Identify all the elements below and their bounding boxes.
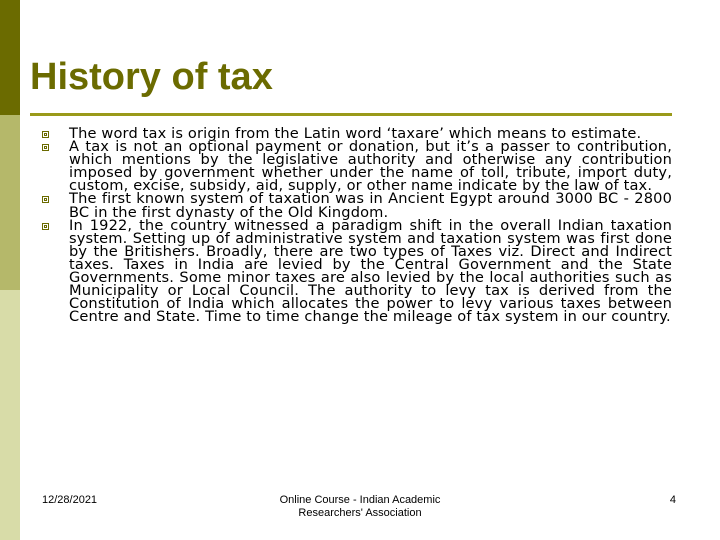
bullet-item: [42, 190, 672, 221]
sidebar-band-mid: [0, 115, 20, 290]
footer-course-name: [240, 494, 480, 520]
square-bullet-icon: [42, 131, 49, 138]
bullet-list: [42, 125, 672, 326]
sidebar-band-light: [0, 290, 20, 540]
slide-title: History of tax: [30, 56, 273, 98]
page-number: 4: [669, 494, 676, 506]
sidebar-decoration: [0, 0, 20, 540]
title-underline: [30, 113, 672, 116]
footer-course-line1: Online Course - Indian Academic: [279, 494, 441, 506]
sidebar-band-dark: [0, 0, 20, 115]
footer-date: 12/28/2021: [42, 494, 98, 506]
bullet-item: [42, 138, 672, 195]
bullet-text: In 1922, the country witnessed a paradigm shift in the overall Indian taxation system. Setting up of administrative system and taxation system was first done by the Britishers. Broadly, there are two types of Taxes viz. Direct and Indirect taxes. Taxes in India are levied by the Central Government and the State Governments. Some minor taxes are also levied by the local authorities such as Municipality or Local Council. The authority to levy tax is derived from the Constitution of India which allocates the power to levy various taxes between Centre and State. Time to time change the mileage of tax system in our country.: [69, 216, 672, 326]
bullet-text: The first known system of taxation was in Ancient Egypt around 3000 BC - 2800 BC in the first dynasty of the Old Kingdom.: [69, 190, 672, 221]
footer-course-line2: Researchers' Association: [298, 507, 422, 519]
square-bullet-icon: [42, 144, 49, 151]
square-bullet-icon: [42, 223, 49, 230]
square-bullet-icon: [42, 196, 49, 203]
bullet-text: The word tax is origin from the Latin word ‘taxare’ which means to estimate.: [69, 125, 642, 142]
bullet-item: [42, 216, 672, 326]
bullet-text: A tax is not an optional payment or donation, but it’s a passer to contribution, which mentions by the legislative authority and otherwise any contribution imposed by government whether under the name of toll, tribute, import duty, custom, excise, subsidy, aid, supply, or other name indicate by the law of tax.: [69, 138, 672, 195]
